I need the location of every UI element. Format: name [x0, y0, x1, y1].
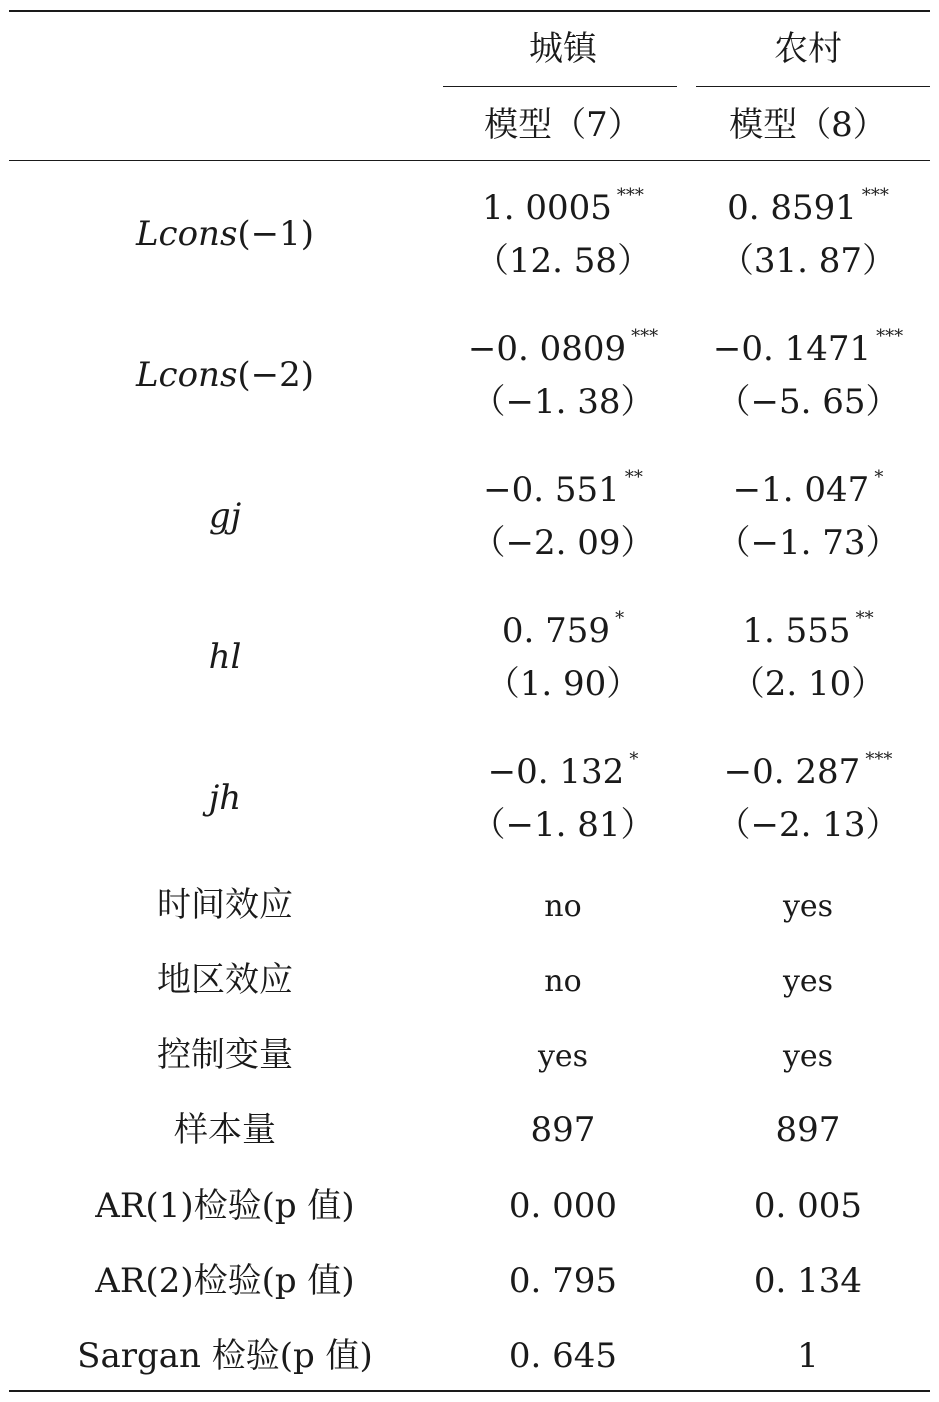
group-header-rural: 农村 [774, 29, 842, 69]
stat-label: 地区效应 [157, 960, 293, 1000]
coefficient [443, 326, 683, 369]
t-statistic: （−1. 81） [471, 805, 655, 845]
top-rule [9, 10, 930, 12]
stat-value: yes [537, 1039, 589, 1074]
header-rule [9, 160, 930, 161]
t-statistic: （−1. 38） [471, 382, 655, 422]
stat-value: 0. 000 [508, 1186, 618, 1226]
stat-label: AR(1)检验(p 值) [95, 1186, 355, 1226]
coef-value: 0. 8591 [727, 188, 857, 228]
bottom-rule [9, 1390, 930, 1392]
significance-stars: *** [631, 326, 659, 347]
variable-name: hl [208, 637, 242, 677]
coefficient [443, 185, 683, 228]
coefficient [443, 467, 683, 510]
coef-value: −0. 551 [483, 470, 620, 510]
lag-suffix: (−1) [237, 214, 315, 254]
variable-name: jh [208, 778, 242, 818]
coef-value: −0. 1471 [712, 329, 872, 369]
significance-stars: *** [876, 326, 904, 347]
coefficient [688, 326, 928, 369]
variable-label [10, 355, 440, 395]
significance-stars: * [874, 467, 884, 488]
group-header-urban: 城镇 [529, 29, 597, 69]
stat-label: 样本量 [174, 1110, 276, 1150]
urban-group-rule [443, 86, 677, 87]
stat-label: AR(2)检验(p 值) [95, 1261, 355, 1301]
significance-stars: *** [616, 185, 644, 206]
stat-value: 897 [775, 1110, 841, 1150]
coef-value: 0. 759 [501, 611, 611, 651]
coef-value: −0. 132 [487, 752, 625, 792]
coefficient [688, 467, 928, 510]
t-statistic: （−1. 73） [716, 523, 900, 563]
coef-value: −0. 0809 [467, 329, 627, 369]
t-statistic: （1. 90） [485, 664, 641, 704]
stat-label: Sargan 检验(p 值) [77, 1336, 373, 1376]
stat-value: 0. 645 [508, 1336, 618, 1376]
coefficient [688, 608, 928, 651]
stat-value: no [544, 889, 582, 924]
t-statistic: （−2. 09） [471, 523, 655, 563]
variable-name: Lcons [135, 214, 238, 254]
stat-value: 0. 134 [753, 1261, 863, 1301]
t-statistic: （2. 10） [730, 664, 886, 704]
t-statistic: （−2. 13） [716, 805, 900, 845]
lag-suffix: (−2) [237, 355, 315, 395]
coef-value: −0. 287 [723, 752, 861, 792]
significance-stars: ** [624, 467, 643, 488]
variable-name: Lcons [135, 355, 238, 395]
t-statistic: （31. 87） [719, 241, 897, 281]
coef-value: 1. 0005 [482, 188, 612, 228]
stat-value: yes [782, 964, 834, 999]
model-header-urban: 模型（7） [484, 105, 642, 145]
stat-value: 897 [530, 1110, 596, 1150]
stat-value: yes [782, 1039, 834, 1074]
t-statistic: （12. 58） [474, 241, 652, 281]
stat-value: 0. 795 [508, 1261, 618, 1301]
variable-name: gj [208, 496, 242, 536]
stat-value: 0. 005 [753, 1186, 863, 1226]
coefficient [688, 749, 928, 792]
stat-label: 控制变量 [157, 1035, 293, 1075]
coefficient [443, 749, 683, 792]
t-statistic: （−5. 65） [716, 382, 900, 422]
coefficient [688, 185, 928, 228]
stat-value: 1 [797, 1336, 819, 1376]
stat-value: yes [782, 889, 834, 924]
significance-stars: *** [861, 185, 889, 206]
significance-stars: * [615, 608, 625, 629]
stat-label: 时间效应 [157, 885, 293, 925]
significance-stars: ** [855, 608, 874, 629]
stat-value: no [544, 964, 582, 999]
coef-value: −1. 047 [732, 470, 870, 510]
coefficient [443, 608, 683, 651]
rural-group-rule [696, 86, 930, 87]
variable-label [10, 214, 440, 254]
model-header-rural: 模型（8） [729, 105, 887, 145]
significance-stars: *** [865, 749, 893, 770]
coef-value: 1. 555 [742, 611, 851, 651]
significance-stars: * [629, 749, 639, 770]
